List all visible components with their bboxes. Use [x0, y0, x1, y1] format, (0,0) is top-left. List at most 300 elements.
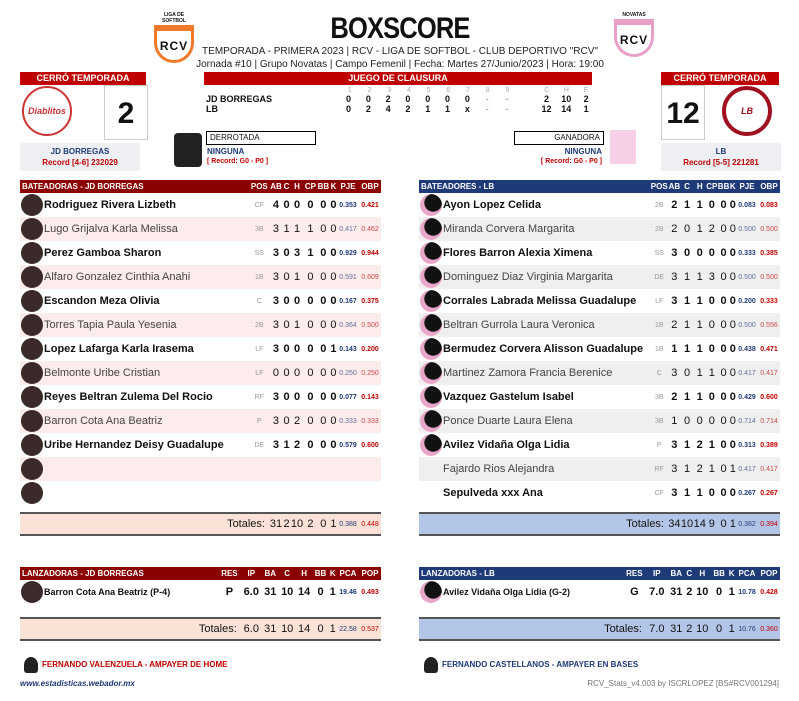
hits: 10 [696, 586, 709, 598]
strikeouts: 0 [729, 223, 736, 235]
hits: 1 [293, 319, 301, 331]
table-row [20, 337, 381, 361]
position: C [256, 297, 262, 305]
away-score: 2 [104, 85, 148, 140]
runs: 1 [683, 343, 691, 355]
linescore-cell: - [505, 94, 509, 104]
player-name: Bermudez Corvera Alisson Guadalupe [443, 343, 644, 355]
home-score: 12 [661, 85, 705, 140]
column-header: BB [717, 182, 730, 191]
player-name: Avilez Vidaña Olga Lidia [443, 439, 570, 451]
player-name: Perez Gamboa Sharon [44, 247, 162, 259]
avg: 0.417 [738, 369, 756, 377]
obp: 0.200 [361, 345, 379, 353]
walks: 0 [317, 586, 324, 598]
total-value: 1 [730, 513, 736, 535]
linescore-cell: 1 [445, 104, 451, 114]
obp: 0.600 [361, 441, 379, 449]
total-value: 10.76 [736, 618, 758, 640]
home-pitching-table [419, 567, 780, 641]
total-value: 14 [693, 513, 706, 535]
walks: 0 [720, 487, 727, 499]
column-header: K [330, 182, 337, 191]
walks: 0 [720, 199, 727, 211]
logo-caption: LIGA DE SOFTBOL [162, 12, 186, 24]
linescore-cell: 0 [445, 94, 451, 104]
linescore-team: LB [206, 104, 218, 114]
table-row [419, 289, 780, 313]
player-name: Escandon Meza Olivia [44, 295, 160, 307]
avatar [419, 265, 443, 289]
avg: 0.929 [339, 249, 357, 257]
avatar [20, 337, 44, 361]
player-photo-icon [21, 338, 43, 360]
at-bats: 3 [671, 247, 678, 259]
linescore-row [206, 104, 596, 114]
walks: 0 [720, 463, 727, 475]
strikeouts: 0 [729, 295, 736, 307]
position: P [256, 417, 262, 425]
linescore-team: JD BORREGAS [206, 94, 273, 104]
avatar [419, 289, 443, 313]
column-header: OBP [361, 182, 379, 191]
linescore-cell: 2 [544, 94, 550, 104]
player-name: Vazquez Gastelum Isabel [443, 391, 574, 403]
home-team-logo: LB [722, 86, 772, 136]
inning-header: 2 [367, 87, 372, 94]
losing-label: DERROTADA [206, 131, 316, 145]
column-header: PJE [340, 182, 356, 191]
winning-pitcher-photo [610, 130, 636, 164]
walks: 0 [720, 223, 727, 235]
linescore-cell [517, 104, 537, 114]
runs: 1 [283, 439, 290, 451]
inning-header: 4 [406, 87, 411, 94]
avg: 0.333 [738, 249, 756, 257]
inning-header: H [563, 87, 569, 94]
at-bats: 3 [272, 247, 280, 259]
runs: 0 [283, 343, 290, 355]
position: 2B [654, 201, 664, 209]
player-photo-icon [21, 581, 43, 603]
total-value: 0.394 [758, 513, 780, 535]
player-photo-icon [420, 581, 442, 603]
column-header: BB [317, 182, 330, 191]
table-row [419, 265, 780, 289]
total-value: 31 [269, 513, 283, 535]
column-header: H [696, 182, 703, 191]
walks [317, 457, 330, 481]
runs: 2 [686, 586, 693, 598]
total-value: 0.360 [758, 618, 780, 640]
home-status: CERRÓ TEMPORADA [661, 72, 779, 85]
hits: 1 [293, 271, 301, 283]
away-pitching-table [20, 567, 381, 641]
runs: 1 [683, 199, 691, 211]
rbi: 0 [307, 367, 314, 379]
column-header: C [283, 182, 290, 191]
hits: 0 [293, 367, 301, 379]
rbi [304, 481, 317, 505]
avatar [419, 457, 443, 481]
player-name: Lopez Lafarga Karla Irasema [44, 343, 194, 355]
avg: 0.083 [738, 201, 756, 209]
position: 3B [654, 393, 664, 401]
position: DE [254, 441, 265, 449]
batters: 31 [670, 586, 683, 598]
linescore-cell: 4 [385, 104, 391, 114]
rbi: 0 [307, 343, 314, 355]
at-bats: 3 [671, 271, 678, 283]
hits: 0 [293, 199, 301, 211]
rbi [304, 457, 317, 481]
strikeouts: 1 [330, 343, 337, 355]
position: P [656, 441, 662, 449]
inning-header: 9 [505, 87, 510, 94]
header-row [20, 180, 381, 193]
hits [290, 457, 304, 481]
column-header: CP [304, 182, 316, 191]
header-row [419, 567, 780, 580]
losing-pitcher-record: [ Record: G0 - P0 ] [207, 158, 269, 165]
player-name: Lugo Grijalva Karla Melissa [44, 223, 178, 235]
walks: 0 [320, 199, 327, 211]
column-header: BA [264, 569, 277, 578]
hits: 0 [696, 415, 703, 427]
walks: 0 [716, 586, 723, 598]
position: RF [254, 393, 264, 401]
player-photo-icon [21, 458, 43, 480]
column-header: OBP [760, 182, 778, 191]
obp: 0.389 [760, 441, 778, 449]
avg: 0.500 [738, 273, 756, 281]
hits: 2 [293, 439, 301, 451]
position: 2B [654, 225, 664, 233]
runs: 0 [283, 415, 290, 427]
total-value: 34 [668, 513, 681, 535]
player-photo-icon [21, 386, 43, 408]
at-bats: 3 [671, 295, 678, 307]
total-value: 10 [681, 513, 694, 535]
hits: 1 [696, 487, 703, 499]
total-value: 22.58 [337, 618, 359, 640]
position: 3B [654, 417, 664, 425]
avatar [20, 361, 44, 385]
rbi: 0 [708, 319, 715, 331]
position: LF [255, 345, 264, 353]
player-photo-icon [420, 218, 442, 240]
hits: 1 [696, 271, 703, 283]
obp: 0.500 [760, 273, 778, 281]
obp: 0.333 [361, 417, 379, 425]
table-row [20, 409, 381, 433]
table-row [20, 193, 381, 217]
avatar [419, 217, 443, 241]
rbi: 1 [708, 439, 715, 451]
avg: 0.353 [339, 201, 357, 209]
obp: 0.083 [760, 201, 778, 209]
avatar [20, 433, 44, 457]
obp: 0.143 [361, 393, 379, 401]
strikeouts: 0 [729, 199, 736, 211]
strikeouts: 0 [330, 199, 337, 211]
runs: 0 [283, 391, 290, 403]
rbi: 1 [307, 223, 314, 235]
table-title: BATEADORES - LB [421, 182, 495, 191]
player-photo-icon [420, 410, 442, 432]
header-row [20, 567, 381, 580]
home-umpire-name: FERNANDO VALENZUELA - AMPAYER DE HOME [42, 660, 228, 670]
result: G [630, 586, 639, 598]
position: LF [655, 297, 664, 305]
position: 3B [255, 225, 264, 233]
column-header: CP [706, 182, 718, 191]
player-photo-icon [21, 482, 43, 504]
winning-pitcher-name: NINGUNA [564, 147, 602, 156]
strikeouts: 1 [329, 586, 336, 598]
innings: 6.0 [243, 586, 259, 598]
total-value: 2 [304, 513, 317, 535]
pitcher-name: Avilez Vidaña Olga Lidia (G-2) [443, 587, 571, 597]
credit-text: RCV_Stats_v4.003 by ISCRLOPEZ [BS#RCV001294] [587, 679, 779, 688]
strikeouts: 1 [729, 463, 736, 475]
table-row [419, 337, 780, 361]
totals-label: Totales: [419, 618, 646, 640]
avg: 0.438 [738, 345, 756, 353]
linescore-cell: 0 [464, 94, 470, 104]
runs: 1 [683, 319, 691, 331]
at-bats: 1 [671, 343, 678, 355]
player-name: Corrales Labrada Melissa Guadalupe [443, 295, 637, 307]
inning-header: 8 [485, 87, 490, 94]
player-photo-icon [420, 194, 442, 216]
player-name: Reyes Beltran Zulema Del Rocio [44, 391, 213, 403]
winning-label: GANADORA [514, 131, 604, 145]
avatar [20, 289, 44, 313]
totals-label: Totales: [20, 618, 241, 640]
strikeouts: 1 [728, 586, 735, 598]
away-status: CERRÓ TEMPORADA [20, 72, 146, 85]
avg [337, 481, 359, 505]
total-value: 7.0 [646, 618, 668, 640]
avg: 0.143 [339, 345, 357, 353]
bases-umpire [424, 657, 638, 673]
strikeouts: 0 [330, 223, 337, 235]
at-bats: 2 [671, 319, 678, 331]
away-team-logo: Diablitos [22, 86, 72, 136]
losing-pitcher-photo [174, 133, 202, 167]
at-bats: 3 [272, 319, 280, 331]
obp: 0.600 [760, 393, 778, 401]
obp: 0.714 [760, 417, 778, 425]
walks: 0 [720, 343, 727, 355]
hits: 1 [696, 319, 703, 331]
table-row [419, 361, 780, 385]
column-header: K [728, 569, 735, 578]
player-name: Martinez Zamora Francia Berenice [443, 367, 613, 379]
column-header: H [301, 569, 307, 578]
player-name: Belmonte Uribe Cristian [44, 367, 161, 379]
runs [283, 457, 290, 481]
logo-caption: NOVATAS [622, 12, 646, 18]
rbi: 0 [708, 199, 715, 211]
strikeouts [330, 481, 337, 505]
strikeouts: 0 [729, 415, 736, 427]
avg: 0.714 [738, 417, 756, 425]
strikeouts: 0 [330, 439, 337, 451]
linescore-cell: 2 [385, 94, 391, 104]
avg: 0.579 [339, 441, 357, 449]
header-row [419, 180, 780, 193]
column-header: C [284, 569, 291, 578]
position: 1B [255, 273, 264, 281]
rbi: 1 [708, 463, 715, 475]
batting-table [419, 180, 780, 536]
at-bats [269, 457, 283, 481]
era: 10.78 [738, 588, 756, 596]
avg: 0.500 [738, 225, 756, 233]
table-title: BATEADORAS - JD BORREGAS [22, 182, 144, 191]
avatar [419, 409, 443, 433]
at-bats: 3 [671, 487, 678, 499]
at-bats: 2 [671, 391, 678, 403]
inning-header: C [544, 87, 550, 94]
runs: 10 [281, 586, 294, 598]
rbi: 0 [307, 271, 314, 283]
position: C [656, 369, 662, 377]
pitching-table [419, 567, 780, 641]
away-batting-table [20, 180, 381, 536]
website-link[interactable]: www.estadisticas.webador.mx [20, 679, 135, 688]
spacer [20, 505, 381, 513]
table-row [20, 241, 381, 265]
table-row [20, 361, 381, 385]
table-row [20, 313, 381, 337]
column-header: BA [670, 569, 683, 578]
linescore-cell: 0 [425, 94, 431, 104]
table-row [419, 409, 780, 433]
rbi: 0 [708, 487, 715, 499]
hits: 2 [696, 439, 703, 451]
linescore-cell: 2 [405, 104, 411, 114]
strikeouts: 0 [330, 295, 337, 307]
avg: 0.333 [339, 417, 357, 425]
runs: 0 [683, 367, 691, 379]
spacer [419, 505, 780, 513]
inning-header: E [583, 87, 589, 94]
linescore-cell: - [485, 104, 489, 114]
linescore-cell: 2 [365, 104, 371, 114]
total-value: 2 [685, 618, 694, 640]
player-photo-icon [420, 266, 442, 288]
rbi: 0 [307, 199, 314, 211]
rbi: 0 [708, 343, 715, 355]
position: 1B [654, 345, 664, 353]
home-team-record: Record [5-5] 221281 [683, 158, 759, 167]
linescore-cell [517, 94, 537, 104]
runs [283, 481, 290, 505]
at-bats: 3 [272, 343, 280, 355]
total-value: 0.448 [359, 513, 381, 535]
runs: 0 [283, 319, 290, 331]
rbi: 0 [708, 295, 715, 307]
table-row [419, 385, 780, 409]
total-value: 0.382 [736, 513, 758, 535]
strikeouts: 0 [330, 319, 337, 331]
total-value: 1 [328, 618, 337, 640]
linescore-cell: 1 [583, 104, 589, 114]
hits: 1 [696, 199, 703, 211]
player-photo-icon [420, 314, 442, 336]
position [250, 457, 269, 481]
avatar [20, 193, 44, 217]
obp: 0.417 [760, 465, 778, 473]
table-row [20, 580, 381, 604]
avg: 0.429 [738, 393, 756, 401]
position: CF [254, 201, 264, 209]
linescore-cell: 0 [346, 104, 352, 114]
league-logo [152, 12, 196, 60]
hits: 1 [696, 367, 703, 379]
total-value: 0.388 [337, 513, 359, 535]
column-header: PCA [738, 569, 756, 578]
era: 19.46 [339, 588, 357, 596]
walks: 0 [320, 247, 327, 259]
hits: 0 [696, 247, 703, 259]
player-name: Alfaro Gonzalez Cinthia Anahi [44, 271, 191, 283]
linescore-cell: 10 [561, 94, 572, 104]
result: P [225, 586, 234, 598]
avatar [20, 313, 44, 337]
home-team-box [661, 143, 781, 171]
obp: 0.333 [760, 297, 778, 305]
obp: 0.375 [361, 297, 379, 305]
rbi: 0 [307, 415, 314, 427]
rbi: 3 [708, 271, 715, 283]
avg: 0.500 [738, 321, 756, 329]
avg: 0.167 [339, 297, 357, 305]
player-photo-icon [21, 410, 43, 432]
runs: 1 [683, 487, 691, 499]
position: DE [654, 273, 665, 281]
column-header: PCA [339, 569, 357, 578]
strikeouts: 0 [729, 271, 736, 283]
strikeouts: 0 [729, 319, 736, 331]
player-name: Rodriguez Rivera Lizbeth [44, 199, 177, 211]
at-bats: 2 [671, 199, 678, 211]
hits: 0 [293, 343, 301, 355]
strikeouts: 0 [729, 367, 736, 379]
avatar [20, 457, 44, 481]
avg: 0.417 [738, 465, 756, 473]
position: SS [654, 249, 664, 257]
linescore-row [206, 94, 596, 104]
table-title: LANZADORAS - LB [421, 569, 495, 578]
strikeouts: 0 [330, 271, 337, 283]
player-name: Fajardo Rios Alejandra [443, 463, 555, 475]
at-bats: 3 [671, 463, 678, 475]
runs: 1 [683, 391, 691, 403]
rbi: 0 [708, 247, 715, 259]
opp-avg: 0.428 [760, 588, 778, 596]
linescore-cell: 0 [346, 94, 352, 104]
runs: 0 [283, 199, 290, 211]
player-name: Beltran Gurrola Laura Veronica [443, 319, 595, 331]
runs: 0 [283, 295, 290, 307]
obp: 0.944 [361, 249, 379, 257]
table-row [419, 580, 780, 604]
avg: 0.417 [339, 225, 357, 233]
